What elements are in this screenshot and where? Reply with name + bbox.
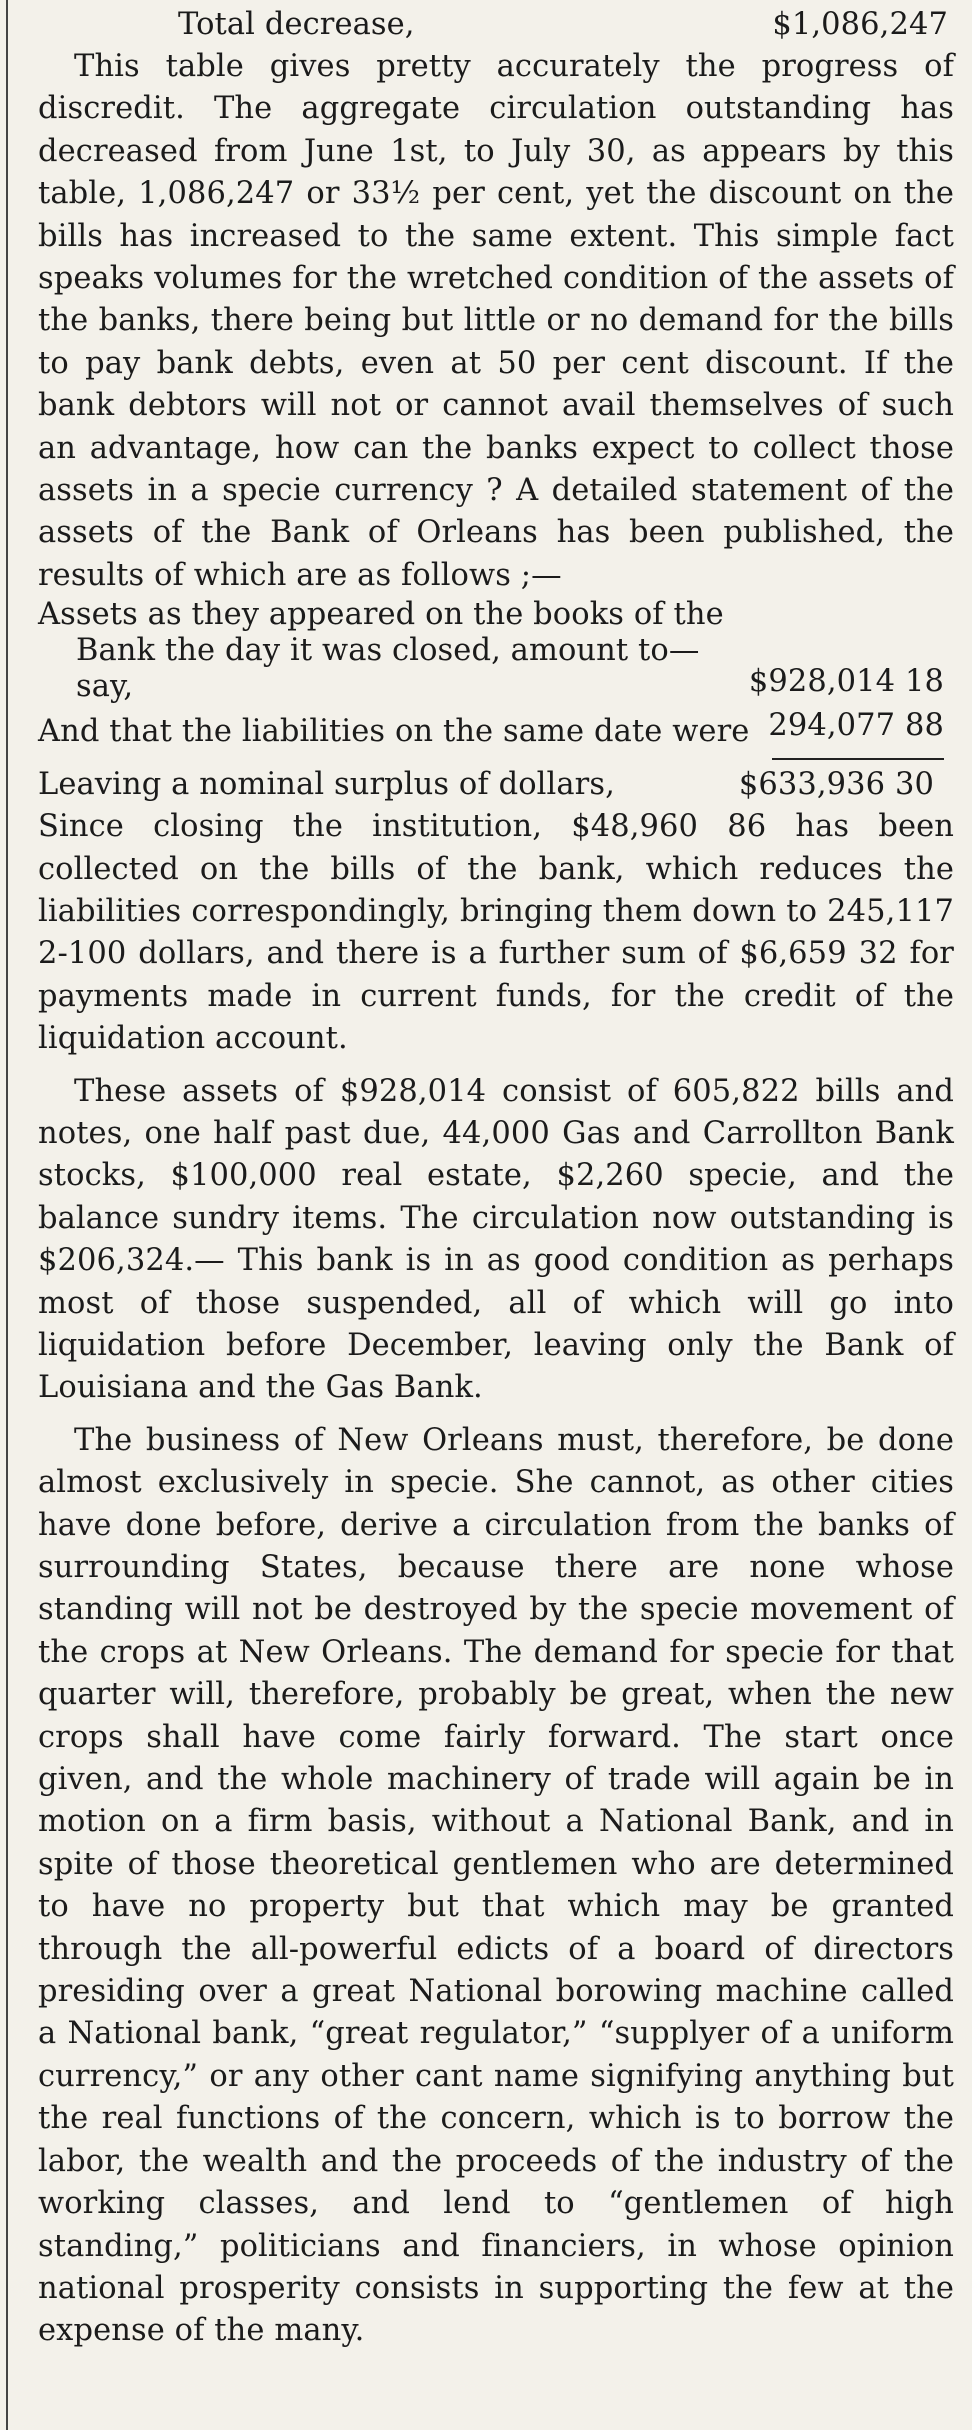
- article-column: [38, 4, 954, 2353]
- surplus-amount: $633,936 30: [738, 766, 934, 802]
- liabilities-amount: 294,077 88: [768, 708, 944, 744]
- paragraph-discredit: This table gives pretty accurately the progress of discredit. The aggregate circulation outstanding has decreased from June 1st, to July 30, as appears by this table, 1,086,247 or 33½ per cent, yet the discount on the bills has increased to the same extent. This simple fact speaks volumes for the wretched condition of the assets of the banks, there being but little or no demand for the bills to pay bank debts, even at 50 per cent discount. If the bank debtors will not or cannot avail themselves of such an advantage, how can the banks expect to collect those assets in a specie currency ? A detailed statement of the assets of the Bank of Orleans has been published, the results of which are as follows ;—: [38, 49, 954, 593]
- paragraph-assets-detail: These assets of $928,014 consist of 605,822 bills and notes, one half past due, 44,000 Gas and Carrollton Bank stocks, $100,000 real estate, $2,260 specie, and the balance sundry items. The circulation now outstanding is $206,324.— This bank is in as good condition as perhaps most of those suspended, all of which will go into liquidation before December, leaving only the Bank of Louisiana and the Gas Bank.: [38, 1073, 954, 1406]
- total-decrease-line: [38, 4, 954, 46]
- statement-liabilities-row: [38, 705, 944, 749]
- sum-rule: [772, 758, 944, 760]
- total-decrease-amount: $1,086,247: [772, 7, 948, 42]
- assets-label: Assets as they appeared on the books of the Bank the day it was closed, amount to—say,: [38, 597, 724, 705]
- paragraph-business: The business of New Orleans must, therefore, be done almost exclusively in specie. She cannot, as other cities have done before, derive a circulation from the banks of surrounding States, because there are none whose standing will not be destroyed by the specie movement of the crops at New Orleans. The demand for specie for that quarter will, therefore, probably be great, when the new crops shall have come fairly forward. The start once given, and the whole machinery of trade will again be in motion on a firm basis, without a National Bank, and in spite of those theoretical gentlemen who are determined to have no property but that which may be granted through the all-powerful edicts of a board of directors presiding over a great National borowing machine called a National bank, “great regulator,” “supplyer of a uniform currency,” or any other cant name signifying anything but the real functions of the concern, which is to borrow the labor, the wealth and the proceeds of the industry of the working classes, and lend to “gentlemen of high standing,” politicians and financiers, in whose opinion national prosperity consists in supporting the few at the expense of the many.: [38, 1422, 954, 2349]
- surplus-label: Leaving a nominal surplus of dollars,: [38, 766, 615, 802]
- assets-amount: $928,014 18: [748, 663, 944, 699]
- paragraph-since-closing: Since closing the institution, $48,960 86 has been collected on the bills of the bank, which reduces the liabilities correspondingly, bringing them down to 245,117 2-100 dollars, and there is a further sum of $6,659 32 for payments made in current funds, for the credit of the liquidation account.: [38, 809, 954, 1057]
- statement-surplus-row: [38, 764, 944, 806]
- liabilities-label: And that the liabilities on the same date were: [38, 713, 750, 749]
- statement-assets-row: [38, 597, 944, 705]
- column-rule: [6, 0, 8, 2430]
- bank-statement: [38, 597, 954, 806]
- total-decrease-label: Total decrease,: [178, 7, 415, 42]
